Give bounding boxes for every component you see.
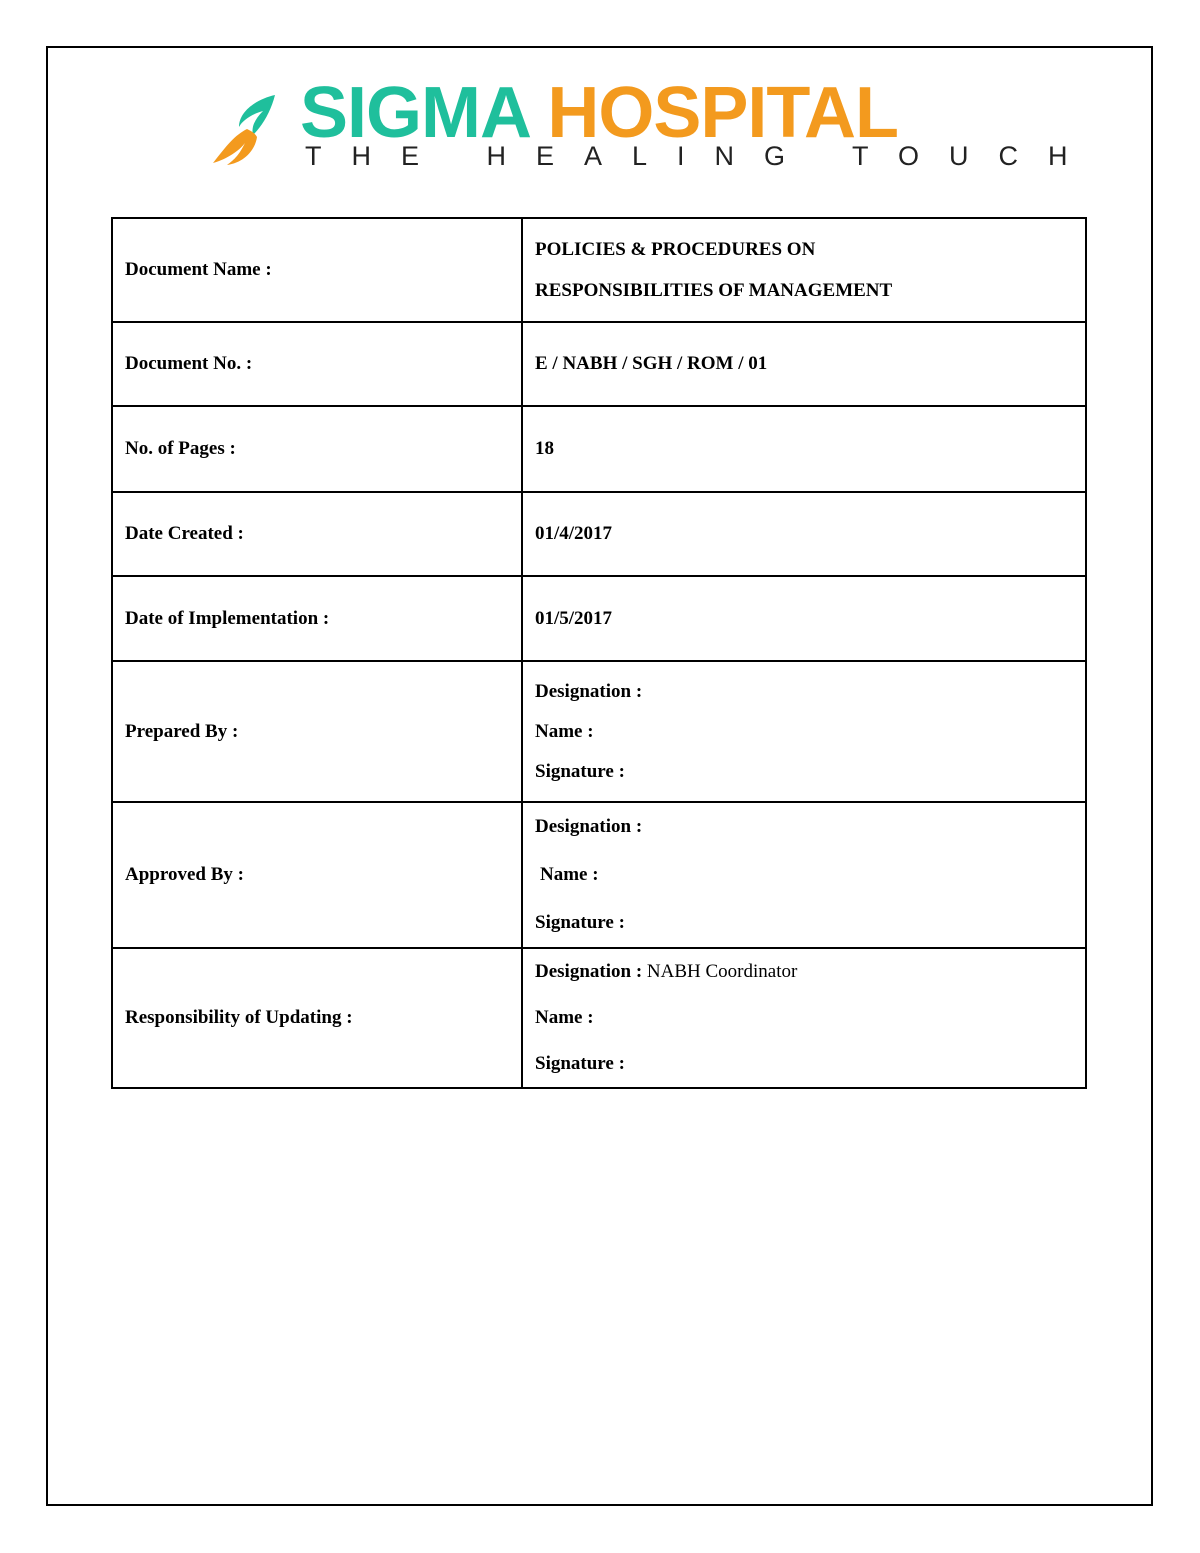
pages-value: 18 [522,406,1086,492]
hands-leaf-icon [205,89,285,169]
table-row [112,492,1086,576]
approved-name: Name : [540,864,599,885]
document-name-label: Document Name : [112,218,522,322]
updating-designation-line [535,949,1073,995]
date-created-value: 01/4/2017 [522,492,1086,576]
date-created-label: Date Created : [112,492,522,576]
approved-by-details [522,802,1086,948]
prepared-signature: Signature : [535,760,625,782]
logo-tagline: THE HEALING TOUCH [305,141,1098,171]
document-no-value: E / NABH / SGH / ROM / 01 [522,322,1086,406]
table-row [112,661,1086,802]
prepared-by-details [522,661,1086,802]
document-name-value [522,218,1086,322]
updating-signature: Signature : [535,1053,625,1074]
updating-designation-value: NABH Coordinator [646,961,798,982]
approved-by-label: Approved By : [112,802,522,948]
table-row [112,948,1086,1088]
logo-wordmark [300,73,899,153]
updating-label: Responsibility of Updating : [112,948,522,1088]
table-row [112,802,1086,948]
updating-details [522,948,1086,1088]
document-no-label: Document No. : [112,322,522,406]
prepared-name: Name : [535,720,594,742]
updating-name: Name : [535,1007,594,1028]
date-implementation-label: Date of Implementation : [112,576,522,661]
updating-designation-label: Designation : [535,961,643,982]
document-control-table [111,217,1087,1089]
document-name-line2: RESPONSIBILITIES OF MANAGEMENT [535,280,893,301]
table-row [112,576,1086,661]
document-name-line1: POLICIES & PROCEDURES ON [535,239,816,260]
pages-label: No. of Pages : [112,406,522,492]
approved-designation: Designation : [535,816,643,837]
table-row [112,406,1086,492]
approved-signature: Signature : [535,912,625,933]
hospital-logo [205,73,1098,175]
table-row [112,322,1086,406]
date-implementation-value: 01/5/2017 [522,576,1086,661]
logo-name-hospital: HOSPITAL [547,73,899,153]
logo-name-sigma: SIGMA [300,73,529,153]
prepared-by-label: Prepared By : [112,661,522,802]
prepared-designation: Designation : [535,680,643,702]
table-row [112,218,1086,322]
